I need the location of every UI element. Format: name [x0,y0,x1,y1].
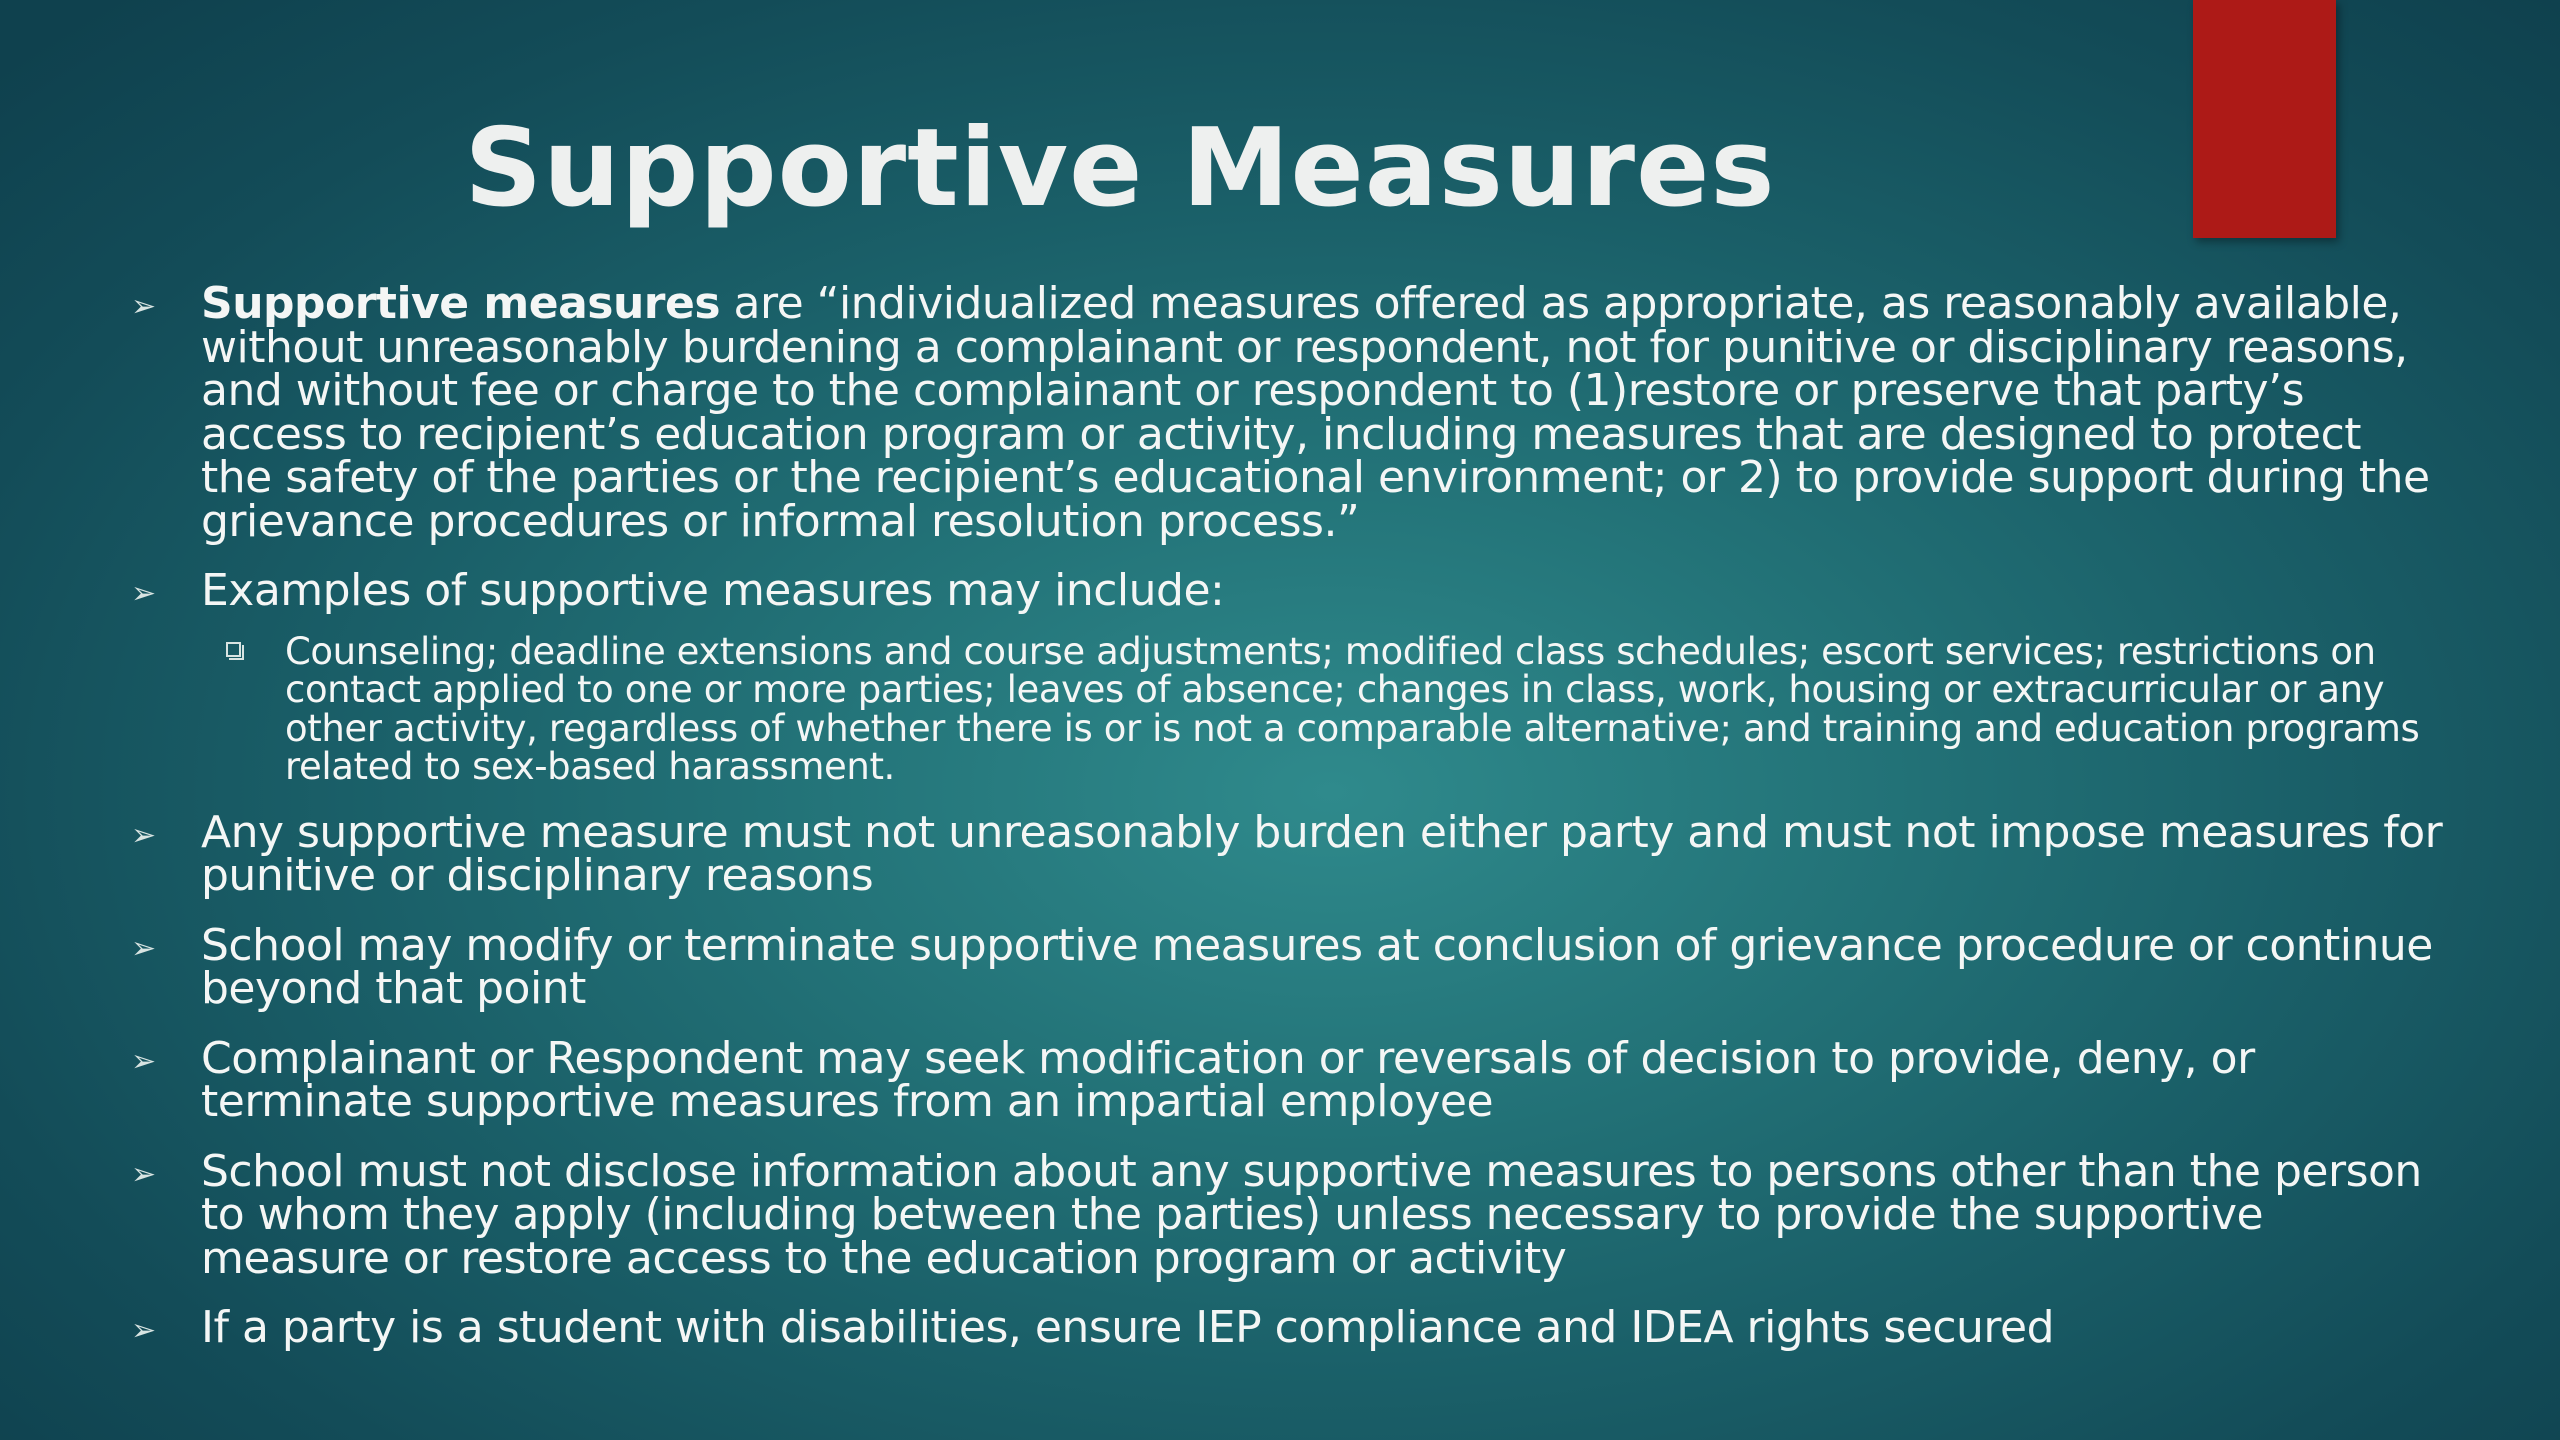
bullet-text: School may modify or terminate supportive measures at conclusion of grievance procedure or continue beyond that point [201,919,2433,1014]
square-bullet-icon [226,642,241,657]
bullet-lead: Supportive measures [201,278,721,329]
bullet-text: Any supportive measure must not unreasonably burden either party and must not impose measures for punitive or disciplinary reasons [201,806,2443,901]
arrow-bullet-icon: ➢ [131,1043,156,1079]
arrow-bullet-icon: ➢ [131,1156,156,1192]
bullet-text: are “individualized measures offered as appropriate, as reasonably available, without unreasonably burdening a complainant or respondent, not for punitive or disciplinary reasons, and without fee or charge to the complainant or respondent to (1)restore or preserve that party’s access to recipient’s education program or activity, including measures that are designed to protect the safety of the parties or the recipient’s educational environment; or 2) to provide support during the grievance procedures or informal resolution process.” [201,278,2430,547]
bullet-text: Complainant or Respondent may seek modification or reversals of decision to provide, deny, or terminate supportive measures from an impartial employee [201,1032,2255,1127]
bullet-list [125,278,2445,1376]
arrow-bullet-icon: ➢ [131,817,156,853]
sub-bullet-item [125,629,2445,788]
bullet-item [125,919,2445,1014]
slide-title: Supportive Measures [464,106,1776,231]
bullet-text: Examples of supportive measures may include: [201,565,1225,616]
arrow-bullet-icon: ➢ [131,289,156,324]
sub-bullet-text: Counseling; deadline extensions and course adjustments; modified class schedules; escort services; restrictions on contact applied to one or more parties; leaves of absence; changes in class, work, housing or extracurricular or any other activity, regardless of whether there is or is not a comparable alternative; and training and education programs related to sex-based harassment. [285,629,2420,788]
bullet-item [125,1032,2445,1127]
arrow-bullet-icon: ➢ [131,576,156,611]
bullet-item [125,806,2445,901]
bullet-item [125,278,2445,547]
arrow-bullet-icon: ➢ [131,1313,156,1348]
arrow-bullet-icon: ➢ [131,930,156,966]
bullet-item [125,1145,2445,1284]
bullet-item [125,565,2445,616]
bullet-item [125,1302,2445,1353]
bullet-text: School must not disclose information about any supportive measures to persons other than the person to whom they apply (including between the parties) unless necessary to provide the supportive measure or restore access to the education program or activity [201,1145,2422,1284]
bullet-text: If a party is a student with disabilities, ensure IEP compliance and IDEA rights secured [201,1302,2055,1353]
